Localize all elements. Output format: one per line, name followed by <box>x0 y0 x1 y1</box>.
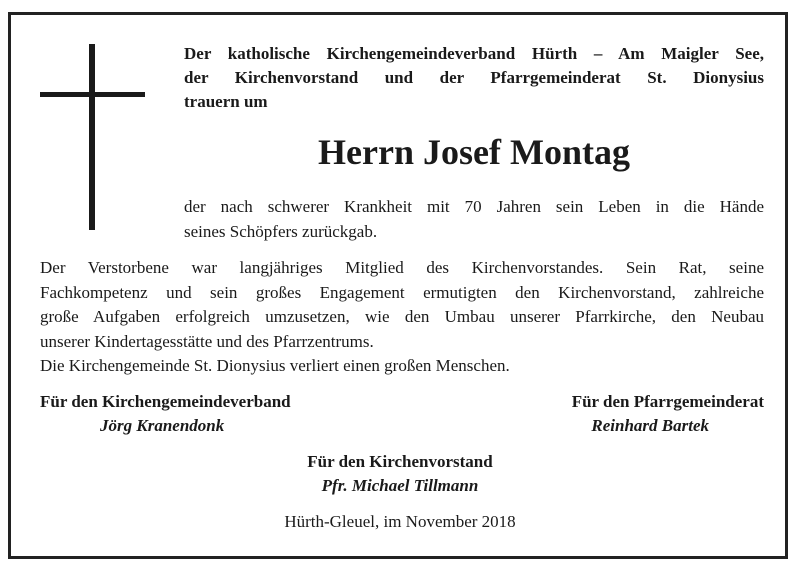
signature-kirchengemeindeverband <box>40 390 360 438</box>
intro-line: der Kirchenvorstand und der Pfarrgemeinderat St. Dionysius <box>184 68 764 87</box>
tribute-line: Der Verstorbene war langjähriges Mitglied des Kirchenvorstandes. Sein Rat, seine <box>40 258 764 277</box>
tribute-text <box>40 256 764 379</box>
signature-person: Reinhard Bartek <box>591 416 709 435</box>
death-text <box>184 194 764 244</box>
deceased-name: Herrn Josef Montag <box>318 132 630 172</box>
signature-kirchenvorstand <box>200 450 600 498</box>
cross-vertical-bar <box>89 44 95 230</box>
signature-org: Für den Kirchengemeindeverband <box>40 392 291 411</box>
cross-horizontal-bar <box>40 92 145 97</box>
tribute-line: Fachkompetenz und sein großes Engagement ermutigten den Kirchenvorstand, zahlreiche <box>40 282 764 302</box>
intro-line: Der katholische Kirchengemeindeverband Hürth – Am Maigler See, <box>184 44 764 63</box>
signature-person: Jörg Kranendonk <box>100 416 225 435</box>
death-line: seines Schöpfers zurückgab. <box>184 222 378 241</box>
intro-line: trauern um <box>184 92 268 111</box>
signature-person: Pfr. Michael Tillmann <box>321 476 479 495</box>
tribute-line: große Aufgaben erfolgreich umzusetzen, wie den Umbau unserer Pfarrkirche, den Neubau <box>40 307 764 326</box>
signature-org: Für den Kirchenvorstand <box>307 452 493 471</box>
tribute-line: unserer Kindertagesstätte und des Pfarrzentrums. <box>40 331 374 351</box>
tribute-line: Die Kirchengemeinde St. Dionysius verliert einen großen Menschen. <box>40 356 510 375</box>
signature-pfarrgemeinderat <box>470 390 764 438</box>
intro-text <box>184 42 764 114</box>
place-date: Hürth-Gleuel, im November 2018 <box>284 512 516 531</box>
signature-org: Für den Pfarrgemeinderat <box>571 392 764 411</box>
death-line: der nach schwerer Krankheit mit 70 Jahren sein Leben in die Hände <box>184 197 764 216</box>
